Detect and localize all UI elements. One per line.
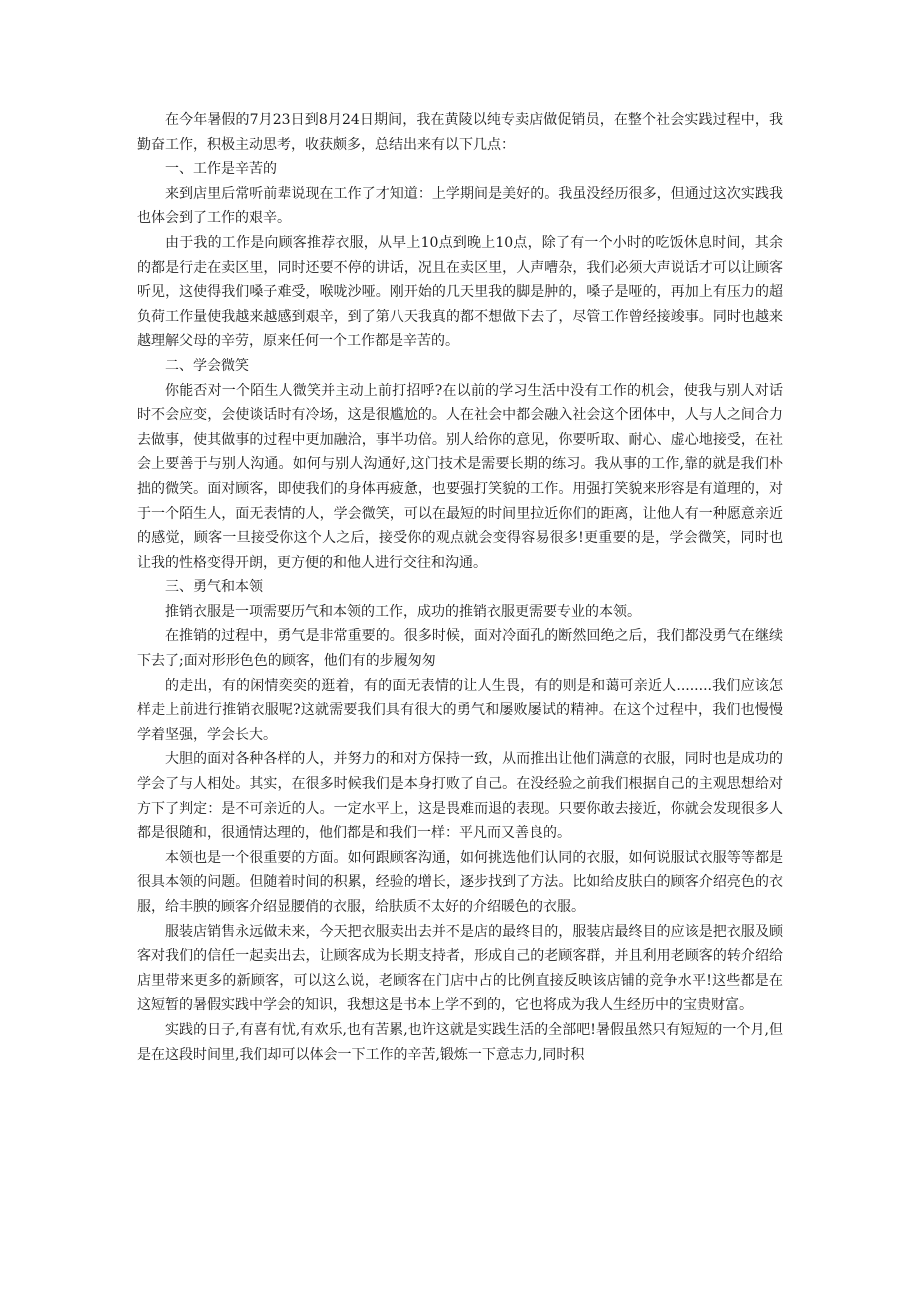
body-paragraph: 推销衣服是一项需要历气和本领的工作，成功的推销衣服更需要专业的本领。 (165, 603, 641, 620)
body-paragraph: 服装店销售永远做未来，今天把衣服卖出去并不是店的最终目的，服装店最终目的应该是把衣服及顾客对我们的信任一起卖出去，让顾客成为长期支持者，形成自己的老顾客群，并且利用老顾客的转介绍给店里带来更多的新顾客，可以这么说，老顾客在门店中占的比例直接反映该店铺的竞争水平!这些都是在这短暂的暑假实践中学会的知识，我想这是书本上学不到的，它也将成为我人生经历中的宝贵财富。 (137, 923, 783, 1014)
body-paragraph: 大胆的面对各种各样的人，并努力的和对方保持一致，从而推出让他们满意的衣服，同时也是成功的学会了与人相处。其实，在很多时候我们是本身打败了自己。在没经验之前我们根据自己的主观思想给对方下了判定：是不可亲近的人。一定水平上，这是畏难而退的表现。只要你敢去接近，你就会发现很多人都是很随和，很通情达理的，他们都是和我们一样：平凡而又善良的。 (137, 751, 783, 842)
document-page (137, 108, 783, 1067)
closing-paragraph: 实践的日子,有喜有忧,有欢乐,也有苦累,也许这就是实践生活的全部吧!暑假虽然只有短短的一个月,但是在这段时间里,我们却可以体会一下工作的辛苦,锻炼一下意志力,同时积 (137, 1021, 783, 1063)
body-paragraph: 由于我的工作是向顾客推荐衣服，从早上10点到晚上10点，除了有一个小时的吃饭休息时间，其余的都是行走在卖区里，同时还要不停的讲话，况且在卖区里，人声嘈杂，我们必须大声说话才可以让顾客听见，这使得我们嗓子难受，喉咙沙哑。刚开始的几天里我的脚是肿的，嗓子是哑的，再加上有压力的超负荷工作量使我越来越感到艰辛，到了第八天我真的都不想做下去了，尽管工作曾经接竣事。同时也越来越理解父母的辛劳，原来任何一个工作都是辛苦的。 (137, 234, 783, 350)
section-heading-3: 三、勇气和本领 (165, 579, 263, 596)
body-paragraph: 的走出，有的闲情奕奕的逛着，有的面无表情的让人生畏，有的则是和蔼可亲近人........我们应该怎样走上前进行推销衣服呢?这就需要我们具有很大的勇气和屡败屡试的精神。在这个过程中，我们也慢慢学着坚强，学会长大。 (137, 677, 783, 743)
body-paragraph: 来到店里后常听前辈说现在工作了才知道：上学期间是美好的。我虽没经历很多，但通过这次实践我也体会到了工作的艰辛。 (137, 185, 783, 227)
section-heading-2: 二、学会微笑 (165, 357, 249, 374)
body-paragraph: 你能否对一个陌生人微笑并主动上前打招呼?在以前的学习生活中没有工作的机会，使我与别人对话时不会应变，会使谈话时有冷场，这是很尴尬的。人在社会中都会融入社会这个团体中，人与人之间合力去做事，使其做事的过程中更加融洽，事半功倍。别人给你的意见，你要听取、耐心、虚心地接受，在社会上要善于与别人沟通。如何与别人沟通好,这门技术是需要长期的练习。我从事的工作,靠的就是我们朴拙的微笑。面对顾客，即使我们的身体再疲惫，也要强打笑貌的工作。用强打笑貌来形容是有道理的，对于一个陌生人，面无表情的人，学会微笑，可以在最短的时间里拉近你们的距离，让他人有一种愿意亲近的感觉，顾客一旦接受你这个人之后，接受你的观点就会变得容易很多!更重要的是，学会微笑，同时也让我的性格变得开朗，更方便的和他人进行交往和沟通。 (137, 382, 783, 571)
intro-paragraph: 在今年暑假的7月23日到8月24日期间，我在黄陵以纯专卖店做促销员，在整个社会实践过程中，我勤奋工作，积极主动思考，收获颇多，总结出来有以下几点： (137, 112, 783, 153)
body-paragraph: 本领也是一个很重要的方面。如何跟顾客沟通，如何挑选他们认同的衣服，如何说服试衣服等等都是很具本领的问题。但随着时间的积累，经验的增长，逐步找到了方法。比如给皮肤白的顾客介绍亮色的衣服，给丰腴的顾客介绍显腰俏的衣服，给肤质不太好的介绍暖色的衣服。 (137, 849, 783, 915)
section-heading-1: 一、工作是辛苦的 (165, 161, 277, 178)
body-paragraph: 在推销的过程中，勇气是非常重要的。很多时候，面对冷面孔的断然回绝之后，我们都没勇气在继续下去了;面对形形色色的顾客，他们有的步履匆匆 (137, 628, 783, 670)
